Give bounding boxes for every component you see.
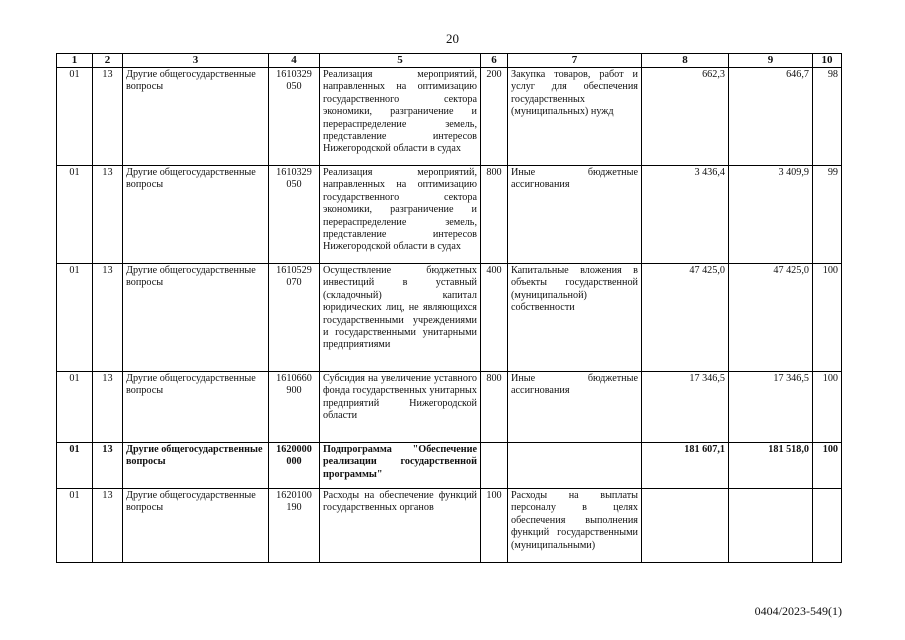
planned-amount-cell: 47 425,0 — [642, 264, 729, 372]
expense-type-name-cell: Капитальные вложения в объекты государственной (муниципальной) собственности — [508, 264, 642, 372]
section-code-cell: 01 — [57, 264, 93, 372]
table-row — [57, 264, 842, 372]
section-code-cell: 01 — [57, 68, 93, 166]
percent-cell — [813, 489, 842, 563]
expense-type-name-cell: Иные бюджетные ассигнования — [508, 372, 642, 443]
executed-amount-cell: 181 518,0 — [729, 443, 813, 489]
target-article-cell: 1620000 000 — [269, 443, 320, 489]
section-name-cell: Другие общегосударственные вопросы — [123, 489, 269, 563]
subsection-code-cell: 13 — [93, 443, 123, 489]
table-body — [57, 68, 842, 563]
table-row — [57, 489, 842, 563]
expense-type-code-cell: 200 — [481, 68, 508, 166]
executed-amount-cell — [729, 489, 813, 563]
table-row — [57, 166, 842, 264]
target-article-cell: 1610329 050 — [269, 166, 320, 264]
subsection-code-cell: 13 — [93, 166, 123, 264]
column-header-3: 3 — [123, 54, 269, 68]
column-header-5: 5 — [320, 54, 481, 68]
planned-amount-cell: 17 346,5 — [642, 372, 729, 443]
executed-amount-cell: 3 409,9 — [729, 166, 813, 264]
column-header-8: 8 — [642, 54, 729, 68]
planned-amount-cell — [642, 489, 729, 563]
subsection-code-cell: 13 — [93, 372, 123, 443]
section-code-cell: 01 — [57, 372, 93, 443]
percent-cell: 100 — [813, 443, 842, 489]
table-row — [57, 68, 842, 166]
target-article-cell: 1610329 050 — [269, 68, 320, 166]
executed-amount-cell: 47 425,0 — [729, 264, 813, 372]
section-code-cell: 01 — [57, 166, 93, 264]
executed-amount-cell: 646,7 — [729, 68, 813, 166]
target-article-cell: 1620100 190 — [269, 489, 320, 563]
subsection-code-cell: 13 — [93, 489, 123, 563]
column-header-1: 1 — [57, 54, 93, 68]
column-header-9: 9 — [729, 54, 813, 68]
expense-type-name-cell: Закупка товаров, работ и услуг для обеспечения государственных (муниципальных) нужд — [508, 68, 642, 166]
percent-cell: 99 — [813, 166, 842, 264]
planned-amount-cell: 3 436,4 — [642, 166, 729, 264]
expense-type-name-cell — [508, 443, 642, 489]
percent-cell: 100 — [813, 372, 842, 443]
expense-type-code-cell: 800 — [481, 372, 508, 443]
expense-type-code-cell: 800 — [481, 166, 508, 264]
subsection-code-cell: 13 — [93, 68, 123, 166]
section-code-cell: 01 — [57, 443, 93, 489]
article-name-cell: Осуществление бюджетных инвестиций в уставный (складочный) капитал юридических лиц, не являющихся государственными учреждениями и государственными унитарными предприятиями — [320, 264, 481, 372]
section-name-cell: Другие общегосударственные вопросы — [123, 68, 269, 166]
page-number: 20 — [446, 31, 459, 46]
section-name-cell: Другие общегосударственные вопросы — [123, 264, 269, 372]
table-row — [57, 372, 842, 443]
expense-type-code-cell: 400 — [481, 264, 508, 372]
column-header-10: 10 — [813, 54, 842, 68]
planned-amount-cell: 662,3 — [642, 68, 729, 166]
expense-type-name-cell: Расходы на выплаты персоналу в целях обеспечения выполнения функций государственными (муниципальными) — [508, 489, 642, 563]
article-name-cell: Расходы на обеспечение функций государственных органов — [320, 489, 481, 563]
column-header-2: 2 — [93, 54, 123, 68]
percent-cell: 100 — [813, 264, 842, 372]
article-name-cell: Подпрограмма "Обеспечение реализации государственной программы" — [320, 443, 481, 489]
expense-type-code-cell: 100 — [481, 489, 508, 563]
article-name-cell: Реализация мероприятий, направленных на оптимизацию государственного сектора экономики, разграничение и перераспределение земель, представление интересов Нижегородской области в судах — [320, 68, 481, 166]
column-header-6: 6 — [481, 54, 508, 68]
table-row — [57, 443, 842, 489]
section-name-cell: Другие общегосударственные вопросы — [123, 372, 269, 443]
expense-type-name-cell: Иные бюджетные ассигнования — [508, 166, 642, 264]
executed-amount-cell: 17 346,5 — [729, 372, 813, 443]
target-article-cell: 1610660 900 — [269, 372, 320, 443]
article-name-cell: Реализация мероприятий, направленных на оптимизацию государственного сектора экономики, разграничение и перераспределение земель, представление интересов Нижегородской области в судах — [320, 166, 481, 264]
header-row — [57, 54, 842, 68]
budget-table — [56, 53, 842, 563]
column-header-4: 4 — [269, 54, 320, 68]
planned-amount-cell: 181 607,1 — [642, 443, 729, 489]
target-article-cell: 1610529 070 — [269, 264, 320, 372]
column-header-7: 7 — [508, 54, 642, 68]
subsection-code-cell: 13 — [93, 264, 123, 372]
section-name-cell: Другие общегосударственные вопросы — [123, 443, 269, 489]
section-code-cell: 01 — [57, 489, 93, 563]
section-name-cell: Другие общегосударственные вопросы — [123, 166, 269, 264]
percent-cell: 98 — [813, 68, 842, 166]
expense-type-code-cell — [481, 443, 508, 489]
document-number: 0404/2023-549(1) — [754, 604, 842, 618]
article-name-cell: Субсидия на увеличение уставного фонда государственных унитарных предприятий Нижегородской области — [320, 372, 481, 443]
